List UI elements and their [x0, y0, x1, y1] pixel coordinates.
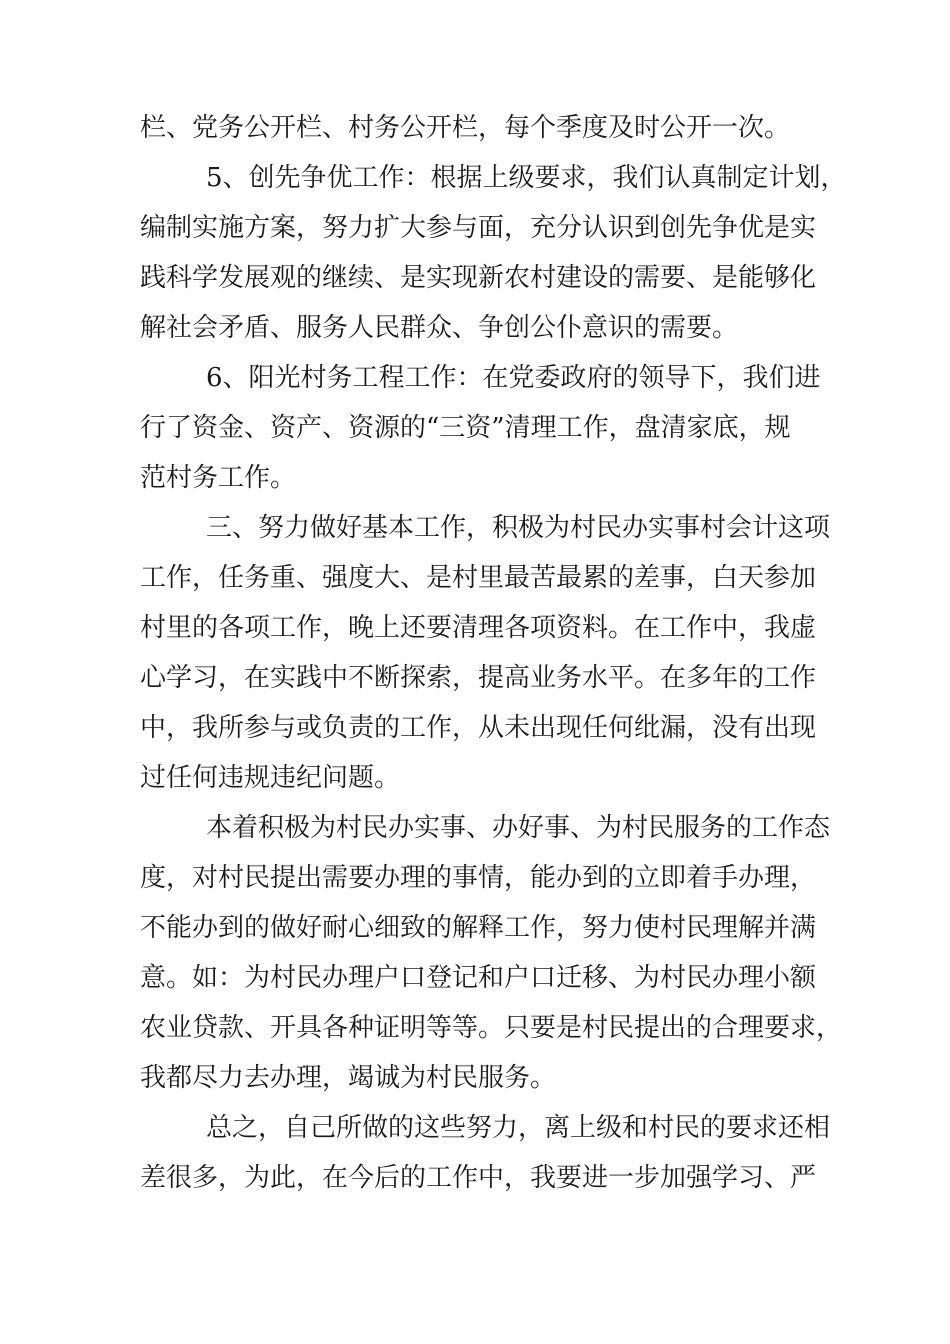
document-body	[140, 103, 847, 1203]
text-line: 编制实施方案，努力扩大参与面，充分认识到创先争优是实	[140, 213, 817, 243]
text-line: 行了资金、资产、资源的“三资”清理工作，盘清家底，规	[140, 413, 791, 443]
text-line: 栏、党务公开栏、村务公开栏，每个季度及时公开一次。	[140, 113, 791, 143]
text-line: 中，我所参与或负责的工作，从未出现任何纰漏，没有出现	[140, 713, 817, 743]
text-line: 工作，任务重、强度大、是村里最苦最累的差事，白天参加	[140, 563, 817, 593]
text-line: 不能办到的做好耐心细致的解释工作，努力使村民理解并满	[140, 913, 817, 943]
text-line: 差很多，为此，在今后的工作中，我要进一步加强学习、严	[140, 1163, 817, 1193]
text-line: 解社会矛盾、服务人民群众、争创公仆意识的需要。	[140, 313, 739, 343]
text-line: 6、阳光村务工程工作：在党委政府的领导下，我们进	[206, 363, 821, 393]
text-line: 度，对村民提出需要办理的事情，能办到的立即着手办理，	[140, 863, 817, 893]
text-line: 践科学发展观的继续、是实现新农村建设的需要、是能够化	[140, 263, 817, 293]
text-line: 过任何违规违纪问题。	[140, 763, 401, 793]
text-line: 村里的各项工作，晚上还要清理各项资料。在工作中，我虚	[140, 613, 817, 643]
text-line: 我都尽力去办理，竭诚为村民服务。	[140, 1063, 557, 1093]
text-line: 农业贷款、开具各种证明等等。只要是村民提出的合理要求，	[140, 1013, 843, 1043]
text-line: 三、努力做好基本工作，积极为村民办实事村会计这项	[206, 513, 831, 543]
text-line: 5、创先争优工作：根据上级要求，我们认真制定计划，	[206, 163, 847, 193]
text-line: 总之，自己所做的这些努力，离上级和村民的要求还相	[206, 1113, 831, 1143]
text-line: 范村务工作。	[140, 463, 297, 493]
text-line: 本着积极为村民办实事、办好事、为村民服务的工作态	[206, 813, 831, 843]
text-line: 意。如：为村民办理户口登记和户口迁移、为村民办理小额	[140, 963, 817, 993]
text-line: 心学习，在实践中不断探索，提高业务水平。在多年的工作	[140, 663, 817, 693]
